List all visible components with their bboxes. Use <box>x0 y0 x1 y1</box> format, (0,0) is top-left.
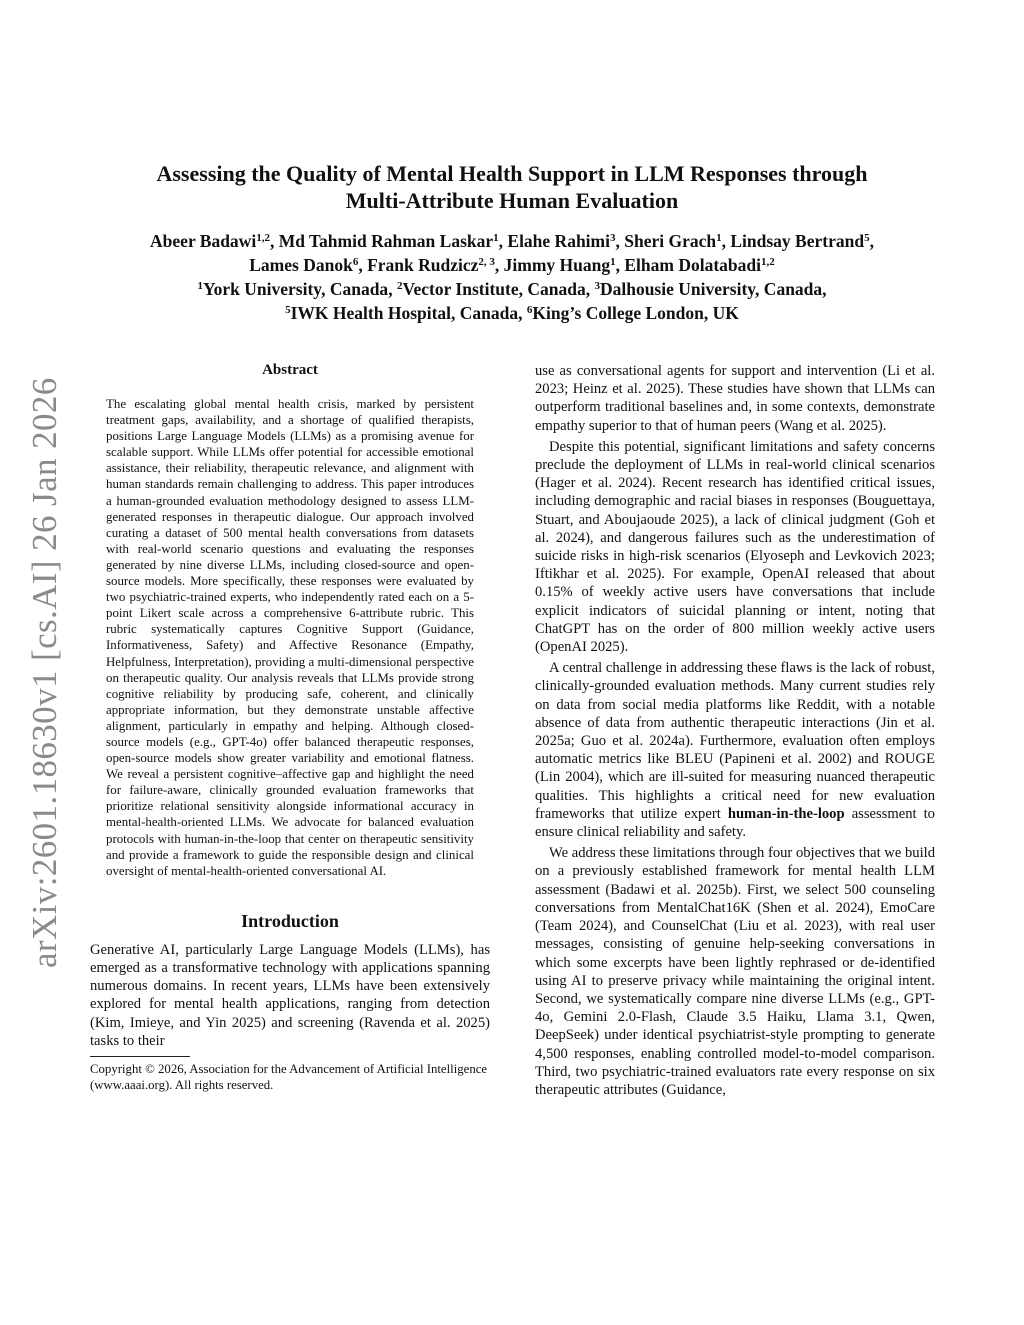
abstract-heading: Abstract <box>262 362 318 378</box>
affiliation-line-2: $^5$IWK Health Hospital, Canada, $^6$King’s College London, UK <box>285 303 739 323</box>
right-paragraph-1: use as conversational agents for support and intervention (Li et al. 2023; Heinz et al. 2025). These studies have shown that LLMs can outperform traditional baselines and, in some contexts, demonstrate empathy superior to that of human peers (Wang et al. 2025). <box>535 363 935 434</box>
left-column <box>90 362 490 1093</box>
right-paragraph-4: We address these limitations through four objectives that we build on a previously established framework for mental health LLM assessment (Badawi et al. 2025b). First, we select 500 counseling conversations from MentalChat16K (Shen et al. 2024), EmoCare (Team 2024), and CounselChat (Liu et al. 2023), with real user messages, consisting of genuine help-seeking conversations in which some excerpts have been lightly rephrased or de-identified using AI to preserve privacy while maintaining the original intent. Second, we systematically compare nine diverse LLMs (e.g., GPT-4o, Gemini 2.0-Flash, Claude 3.5 Haiku, Llama 3.1, Qwen, DeepSeek) under identical psychiatrist-style prompting to generate 4,500 responses, enabling controlled model-to-model comparison. Third, two psychiatric-trained evaluators rate every response on six therapeutic attributes (Guidance, <box>535 845 935 1098</box>
affiliation: $^3$Dalhousie University, Canada <box>594 279 823 299</box>
author-line-2: Lames Danok$^6$, Frank Rudzicz$^{2, 3}$, Jimmy Huang$^1$, Elham Dolatabadi$^{1,2}$ <box>249 255 775 275</box>
affiliation-line-1: $^1$York University, Canada, $^2$Vector Institute, Canada, $^3$Dalhousie University, Canada, <box>197 279 827 299</box>
author-name: Lindsay Bertrand$^5$ <box>730 231 870 251</box>
author-name: Elahe Rahimi$^3$ <box>507 231 616 251</box>
author-name: Md Tahmid Rahman Laskar$^1$ <box>278 231 499 251</box>
introduction-paragraph-1: Generative AI, particularly Large Language Models (LLMs), has emerged as a transformative technology with applications spanning numerous domains. In recent years, LLMs have been extensively explored for mental health applications, ranging from detection (Kim, Imieye, and Yin 2025) and screening (Ravenda et al. 2025) tasks to their <box>90 941 490 1049</box>
right-paragraph-3: A central challenge in addressing these flaws is the lack of robust, clinically-grounded evaluation methods. Many current studies rely on data from social media platforms like Reddit, with a notable absence of data from authentic therapeutic interactions (Jin et al. 2025a; Guo et al. 2024a). Furthermore, evaluation often employs automatic metrics like BLEU (Papineni et al. 2002) and ROUGE (Lin 2004), which are ill-suited for measuring nuanced therapeutic qualities. This highlights a critical need for new evaluation frameworks that utilize expert human-in-the-loop assessment to ensure clinical reliability and safety. <box>535 660 935 841</box>
affiliation: $^2$Vector Institute, Canada <box>396 279 586 299</box>
author-line-1: Abeer Badawi$^{1,2}$, Md Tahmid Rahman Laskar$^1$, Elahe Rahimi$^3$, Sheri Grach$^1$, Lindsay Bertrand$^5$, <box>150 231 874 251</box>
footnote-rule <box>90 1056 190 1057</box>
paper-title <box>100 160 924 214</box>
title-line-1: Assessing the Quality of Mental Health Support in LLM Responses through <box>156 161 868 186</box>
abstract-text: The escalating global mental health crisis, marked by persistent treatment gaps, availability, and a shortage of qualified therapists, positions Large Language Models (LLMs) as a promising avenue for scalable support. While LLMs offer potential for accessible emotional assistance, their reliability, therapeutic relevance, and alignment with human standards remain challenging to address. This paper introduces a human-grounded evaluation methodology designed to assess LLM-generated responses in therapeutic dialogue. Our approach involved curating a dataset of 500 mental health conversations from datasets with real-world scenario questions and evaluating the responses generated by nine diverse LLMs, including closed-source and open-source models. More specifically, these responses were evaluated by two psychiatric-trained experts, who independently rated each on a 5-point Likert scale across a comprehensive 6-attribute rubric. This rubric systematically captures Cognitive Support (Guidance, Informativeness, Safety) and Affective Resonance (Empathy, Helpfulness, Interpretation), providing a multi-dimensional perspective on therapeutic quality. Our analysis reveals that LLMs provide strong cognitive reliability by producing safe, coherent, and clinically appropriate information, but they demonstrate unstable affective alignment, particularly in empathy and helping. Although closed-source models (e.g., GPT-4o) offer balanced therapeutic responses, open-source models show greater variability and emotional flatness. We reveal a persistent cognitive–affective gap and highlight the need for failure-aware, clinically grounded evaluation frameworks that prioritize relational sensitivity alongside informational accuracy in mental-health-oriented LLMs. We advocate for balanced evaluation protocols with human-in-the-loop that center on therapeutic sensitivity and provide a framework to guide the responsible design and clinical oversight of mental-health-oriented conversational AI. <box>106 397 474 878</box>
author-name: Lames Danok$^6$ <box>249 255 359 275</box>
title-line-2: Multi-Attribute Human Evaluation <box>345 188 679 213</box>
affiliation: $^1$York University, Canada <box>197 279 389 299</box>
author-name: Elham Dolatabadi$^{1,2}$ <box>624 255 775 275</box>
author-block <box>70 229 954 325</box>
right-column <box>535 362 935 1099</box>
affiliation: $^5$IWK Health Hospital, Canada <box>285 303 519 323</box>
introduction-heading: Introduction <box>241 910 339 931</box>
author-name: Frank Rudzicz$^{2, 3}$ <box>367 255 495 275</box>
copyright-footnote: Copyright © 2026, Association for the Advancement of Artificial Intelligence (www.aaai.org). All rights reserved. <box>90 1062 488 1093</box>
right-paragraph-2: Despite this potential, significant limitations and safety concerns preclude the deployment of LLMs in real-world clinical scenarios (Hager et al. 2024). Recent research has identified critical issues, including demographic and racial biases in responses (Bouguettaya, Stuart, and Aboujaoude 2025), a lack of clinical judgment (Goh et al. 2024), and dangerous failures such as the underestimation of suicide risks in high-risk scenarios (Elyoseph and Levkovich 2023; Iftikhar et al. 2025). For example, OpenAI released that about 0.15% of weekly active users have conversations that include explicit indicators of suicidal planning or intent, noting that ChatGPT has on the order of 800 million weekly active users (OpenAI 2025). <box>535 438 935 656</box>
arxiv-identifier[interactable]: arXiv:2601.18630v1 [cs.AI] 26 Jan 2026 <box>25 377 64 968</box>
author-name: Jimmy Huang$^1$ <box>503 255 616 275</box>
author-name: Abeer Badawi$^{1,2}$ <box>150 231 270 251</box>
author-name: Sheri Grach$^1$ <box>624 231 722 251</box>
bold-term: human-in-the-loop <box>727 805 845 822</box>
affiliation: $^6$King’s College London, UK <box>526 303 739 323</box>
